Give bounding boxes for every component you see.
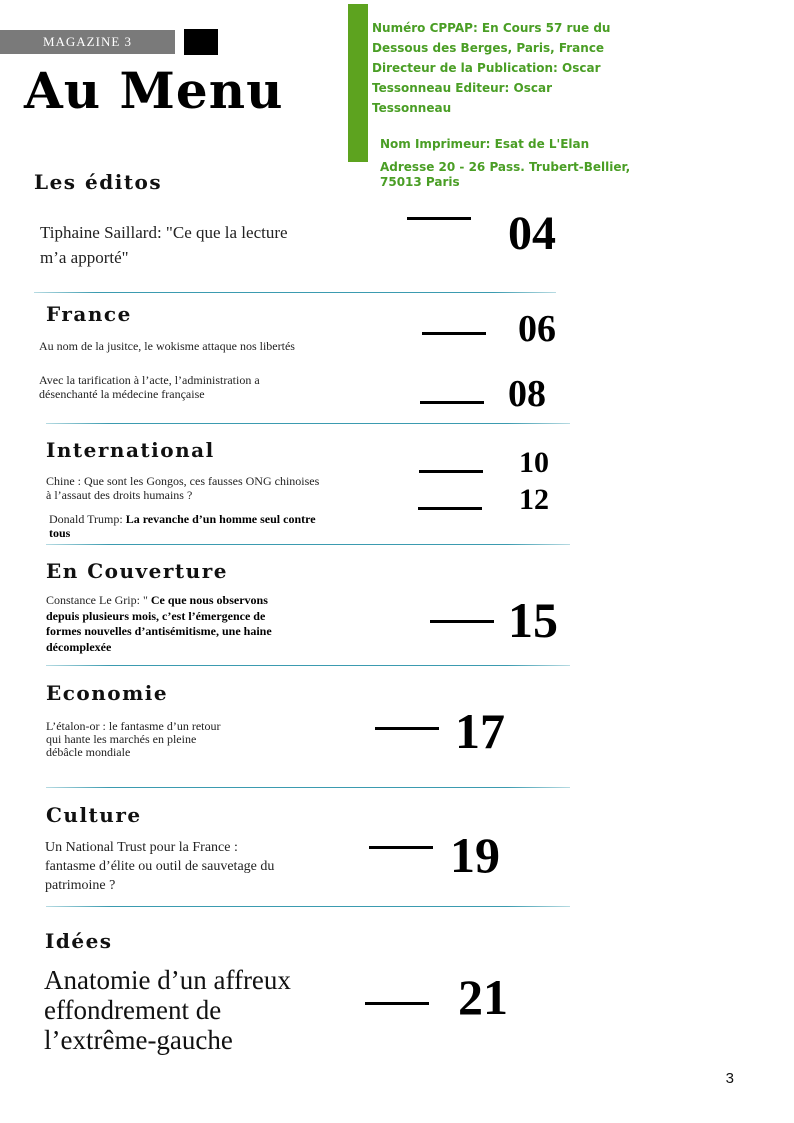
page-number: 06 (518, 308, 556, 350)
info-line: Directeur de la Publication: Oscar (372, 61, 601, 75)
article-headline: depuis plusieurs mois, c’est l’émergence de (46, 608, 266, 623)
article-extreme-gauche[interactable] (44, 965, 344, 1055)
article-antisemitisme[interactable] (46, 593, 296, 655)
page-number: 04 (508, 207, 556, 260)
article-line: débâcle mondiale (46, 745, 131, 759)
article-wokisme[interactable] (39, 339, 399, 353)
section-title-idees: Idées (45, 929, 113, 953)
page-title: Au Menu (24, 61, 284, 120)
section-divider (46, 544, 570, 545)
address-info (380, 160, 650, 190)
article-line: Au nom de la jusitce, le wokisme attaque nos libertés (39, 339, 295, 353)
article-headline: décomplexée (46, 639, 112, 654)
article-edito[interactable] (40, 220, 360, 270)
page-number: 10 (519, 446, 549, 479)
article-line: L’étalon-or : le fantasme d’un retour (46, 719, 221, 733)
article-national-trust[interactable] (45, 838, 345, 895)
info-line: Dessous des Berges, Paris, France (372, 41, 605, 55)
article-line: Anatomie d’un affreux (44, 965, 291, 995)
folio-page-number: 3 (725, 1070, 734, 1087)
article-line: qui hante les marchés en pleine (46, 732, 197, 746)
section-divider (46, 665, 570, 666)
article-medecine[interactable] (39, 373, 399, 401)
section-title-editos: Les éditos (34, 170, 163, 194)
section-divider (34, 292, 556, 293)
page-dash (369, 846, 433, 849)
page-number: 08 (508, 373, 546, 415)
article-line: Un National Trust pour la France : (45, 840, 238, 855)
page-dash (375, 727, 439, 730)
page-dash (419, 470, 483, 473)
publication-info (372, 18, 632, 118)
article-gongos[interactable] (46, 474, 386, 502)
article-line: l’extrême-gauche (44, 1025, 233, 1055)
page-number: 19 (450, 827, 500, 883)
article-line (46, 640, 296, 656)
article-headline: tous (49, 526, 71, 540)
page-number: 17 (455, 703, 505, 759)
article-line: désenchanté la médecine française (39, 387, 205, 401)
article-etalon-or[interactable] (46, 720, 276, 759)
article-author: Constance Le Grip: " (46, 593, 151, 607)
article-line (49, 526, 359, 540)
section-title-couverture: En Couverture (46, 559, 228, 583)
page-dash (418, 507, 482, 510)
page-dash (365, 1002, 429, 1005)
page-number: 21 (458, 969, 508, 1025)
article-trump[interactable] (49, 512, 359, 540)
address-line: Adresse 20 - 26 Pass. Trubert-Bellier, (380, 160, 631, 174)
page-dash (422, 332, 486, 335)
magazine-badge: MAGAZINE 3 (0, 30, 175, 54)
address-line: 75013 Paris (380, 175, 460, 189)
info-line: Tessonneau Editeur: Oscar (372, 81, 552, 95)
section-divider (46, 906, 570, 907)
page-dash (420, 401, 484, 404)
article-line (46, 624, 296, 640)
page-number: 15 (508, 592, 558, 648)
article-line: patrimoine ? (45, 878, 116, 893)
article-line: Tiphaine Saillard: "Ce que la lecture (40, 223, 288, 242)
article-line: effondrement de (44, 995, 222, 1025)
article-line: Chine : Que sont les Gongos, ces fausses ONG chinoises (46, 474, 320, 488)
article-line: à l’assaut des droits humains ? (46, 488, 193, 502)
info-line: Numéro CPPAP: En Cours 57 rue du (372, 21, 611, 35)
page-dash (407, 217, 471, 220)
article-line (46, 593, 296, 609)
article-headline: formes nouvelles d’antisémitisme, une haine (46, 624, 272, 638)
section-divider (46, 423, 570, 424)
article-line (49, 512, 359, 526)
page-dash (430, 620, 494, 623)
printer-info: Nom Imprimeur: Esat de L'Elan (380, 137, 590, 151)
article-author: Donald Trump: (49, 512, 126, 526)
green-accent-bar (348, 4, 368, 162)
section-divider (46, 787, 570, 788)
black-square-decoration (184, 29, 218, 55)
article-line: Avec la tarification à l’acte, l’administration a (39, 373, 260, 387)
article-line: fantasme d’élite ou outil de sauvetage du (45, 859, 275, 874)
info-line: Tessonneau (372, 101, 452, 115)
section-title-international: International (46, 438, 215, 462)
article-line (46, 609, 296, 625)
page-number: 12 (519, 483, 549, 516)
article-headline: La revanche d’un homme seul contre (125, 512, 316, 526)
article-headline: Ce que nous observons (150, 593, 268, 607)
section-title-culture: Culture (46, 803, 142, 827)
section-title-economie: Economie (46, 681, 169, 705)
section-title-france: France (46, 302, 132, 326)
article-line: m’a apporté" (40, 248, 129, 267)
